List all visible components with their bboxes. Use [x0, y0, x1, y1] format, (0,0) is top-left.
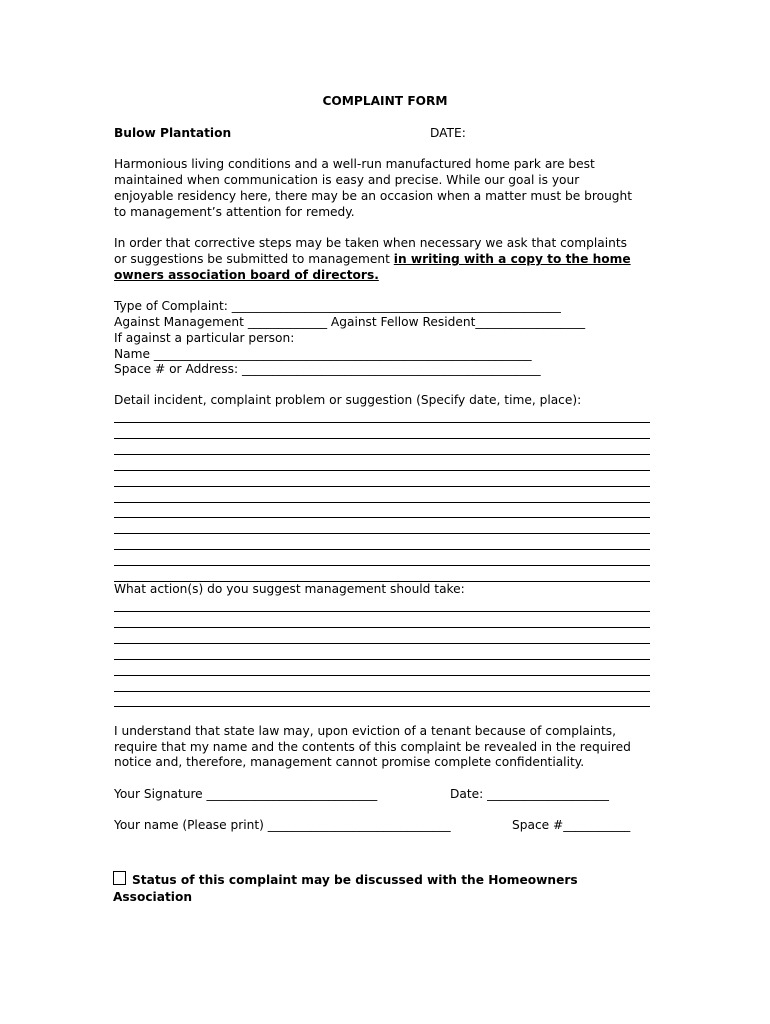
detail-label: Detail incident, complaint problem or suggestion (Specify date, time, place): — [114, 393, 582, 407]
action-blank-line[interactable] — [114, 611, 650, 612]
against-field[interactable]: Against Management _____________ Against Fellow Resident__________________ — [114, 315, 586, 329]
action-label: What action(s) do you suggest management should take: — [114, 582, 465, 596]
action-blank-line[interactable] — [114, 643, 650, 644]
intro-line-4: to management’s attention for remedy. — [114, 205, 355, 219]
submit-line-3-emphasis: owners association board of directors. — [114, 268, 379, 282]
date-label: DATE: — [430, 126, 466, 140]
form-title: COMPLAINT FORM — [322, 94, 448, 108]
submit-line-2 — [114, 251, 631, 267]
status-checkbox[interactable] — [113, 871, 126, 885]
detail-blank-line[interactable] — [114, 565, 650, 566]
action-blank-line[interactable] — [114, 675, 650, 676]
submit-line-2-emphasis: in writing with a copy to the home — [393, 252, 631, 266]
detail-blank-line[interactable] — [114, 470, 650, 471]
print-name-field[interactable]: Your name (Please print) ______________________________ — [114, 818, 451, 832]
detail-blank-line[interactable] — [114, 549, 650, 550]
action-blank-line[interactable] — [114, 659, 650, 660]
submit-line-2-plain: or suggestions be submitted to management — [114, 252, 394, 266]
signature-date-field[interactable]: Date: ____________________ — [450, 787, 609, 801]
signature-field[interactable]: Your Signature ____________________________ — [114, 787, 378, 801]
detail-blank-line[interactable] — [114, 454, 650, 455]
submit-line-1: In order that corrective steps may be taken when necessary we ask that complaints — [114, 236, 627, 250]
action-blank-line[interactable] — [114, 691, 650, 692]
intro-line-3: enjoyable residency here, there may be an occasion when a matter must be brought — [114, 189, 633, 203]
action-blank-line[interactable] — [114, 627, 650, 628]
detail-blank-line[interactable] — [114, 438, 650, 439]
detail-blank-line[interactable] — [114, 533, 650, 534]
intro-line-1: Harmonious living conditions and a well-run manufactured home park are best — [114, 157, 595, 171]
type-of-complaint-field[interactable]: Type of Complaint: ______________________________________________________ — [114, 299, 561, 313]
law-line-2: require that my name and the contents of this complaint be revealed in the required — [114, 740, 631, 754]
law-line-1: I understand that state law may, upon eviction of a tenant because of complaints, — [114, 724, 617, 738]
status-line-2: Association — [113, 890, 192, 904]
space-number-field[interactable]: Space #___________ — [512, 818, 631, 832]
law-line-3: notice and, therefore, management cannot promise complete confidentiality. — [114, 755, 585, 769]
name-field[interactable]: Name ______________________________________________________________ — [114, 347, 532, 361]
park-name: Bulow Plantation — [114, 126, 232, 140]
status-line-1: Status of this complaint may be discussed with the Homeowners — [132, 873, 578, 887]
detail-blank-line[interactable] — [114, 486, 650, 487]
detail-blank-line[interactable] — [114, 502, 650, 503]
particular-person-label: If against a particular person: — [114, 331, 295, 345]
detail-blank-line[interactable] — [114, 422, 650, 423]
action-blank-line[interactable] — [114, 706, 650, 707]
intro-line-2: maintained when communication is easy and precise. While our goal is your — [114, 173, 580, 187]
detail-blank-line[interactable] — [114, 517, 650, 518]
space-address-field[interactable]: Space # or Address: _________________________________________________ — [114, 362, 541, 376]
